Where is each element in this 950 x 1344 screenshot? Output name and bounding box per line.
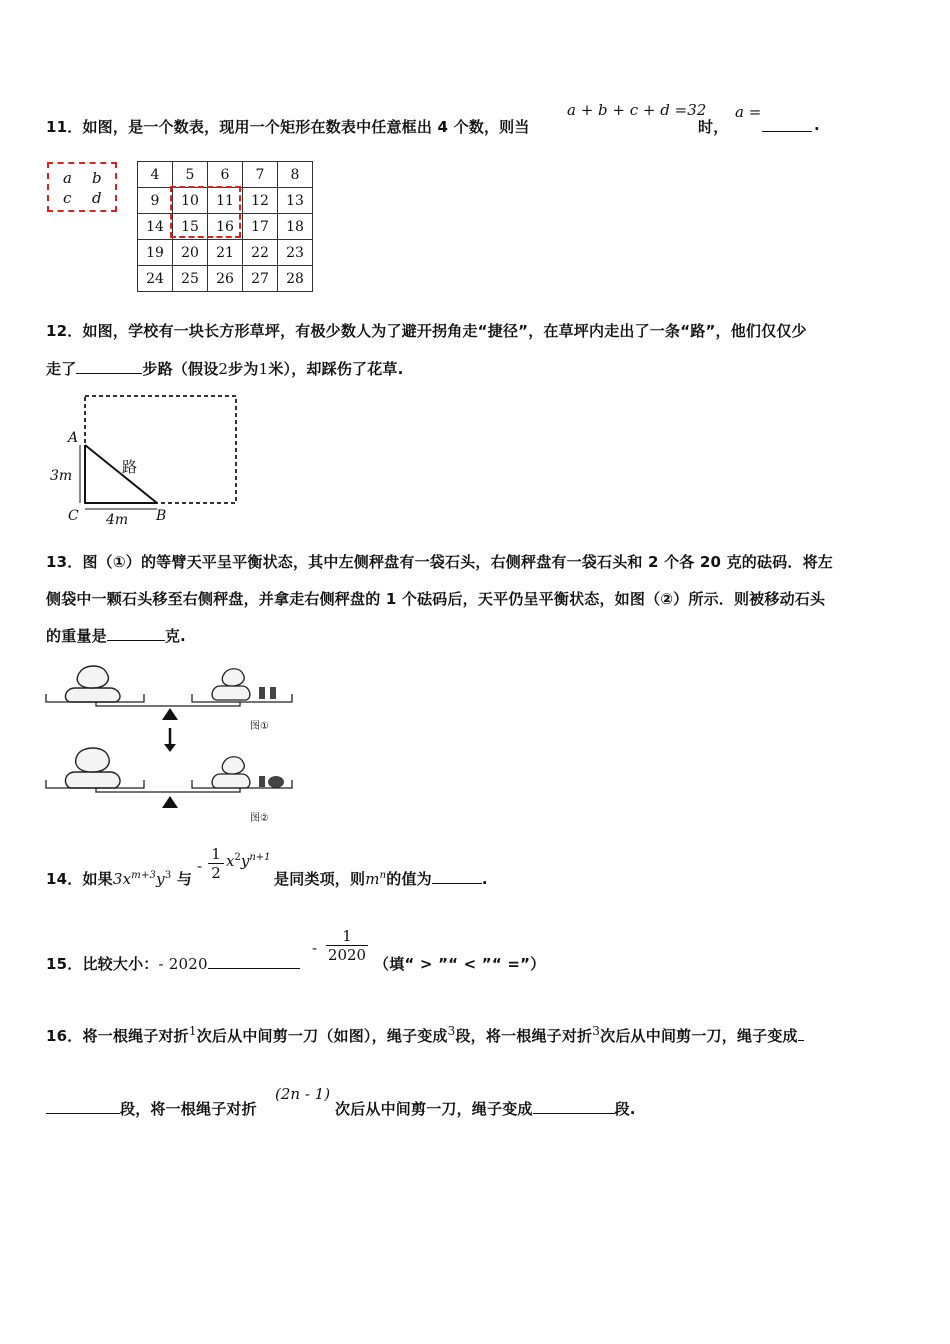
letter-a: a bbox=[63, 169, 72, 187]
table-cell: 20 bbox=[173, 240, 208, 266]
q16-e4: (2n - 1) bbox=[275, 1085, 331, 1103]
q13-text3a: 的重量是 bbox=[46, 627, 107, 645]
letter-c: c bbox=[63, 189, 72, 207]
q14-text-b: 是同类项，则 bbox=[274, 870, 366, 888]
fulcrum-icon bbox=[162, 708, 178, 720]
q14-term1-exp: m+3 bbox=[131, 870, 157, 881]
side-ac-label: 3m bbox=[50, 468, 73, 484]
table-cell: 9 bbox=[138, 188, 173, 214]
table-row bbox=[138, 240, 313, 266]
q11-line bbox=[46, 116, 530, 137]
q12-one: 1 bbox=[258, 360, 269, 378]
road-path bbox=[85, 445, 157, 503]
table-cell: 4 bbox=[138, 162, 173, 188]
q13-number: 13． bbox=[46, 553, 83, 571]
q13-line1 bbox=[46, 551, 833, 572]
q14-term2-y: y bbox=[240, 852, 250, 870]
q15-fraction bbox=[326, 927, 368, 964]
point-a: A bbox=[68, 430, 79, 446]
table-cell: 7 bbox=[243, 162, 278, 188]
q13-text3b: 克. bbox=[164, 627, 186, 645]
right-bag-icon bbox=[212, 686, 250, 700]
table-cell: 6 bbox=[208, 162, 243, 188]
q12-text2c: 步为 bbox=[228, 360, 259, 378]
q15-answer-blank[interactable] bbox=[208, 967, 300, 969]
table-cell: 12 bbox=[243, 188, 278, 214]
q14-term2-yexp: n+1 bbox=[249, 852, 271, 863]
table-cell: 16 bbox=[208, 214, 243, 240]
table-cell: 11 bbox=[208, 188, 243, 214]
table-cell: 22 bbox=[243, 240, 278, 266]
q12-answer-blank[interactable] bbox=[76, 372, 142, 374]
q11-equation: a + b + c + d =32 bbox=[567, 101, 707, 119]
q15-line bbox=[46, 953, 300, 974]
road-label: 路 bbox=[122, 458, 138, 476]
weight-icon bbox=[259, 776, 265, 787]
q16-line2 bbox=[46, 1098, 257, 1119]
q15-minus: - bbox=[312, 939, 318, 957]
table-cell: 19 bbox=[138, 240, 173, 266]
q14-text-a: 如果 bbox=[82, 870, 113, 888]
q12-text1: 如图，学校有一块长方形草坪，有极少数人为了避开拐角走“捷径”，在草坪内走出了一条“路”，他们仅仅少 bbox=[82, 322, 807, 340]
table-cell: 13 bbox=[278, 188, 313, 214]
q16-t6: 次后从中间剪一刀，绳子变成 bbox=[335, 1100, 533, 1118]
q14-answer-blank[interactable] bbox=[432, 882, 482, 884]
q12-line1 bbox=[46, 320, 807, 341]
q14-term1: 3x bbox=[112, 870, 132, 888]
q16-blank-1[interactable] bbox=[46, 1112, 120, 1114]
q15-number: 15． bbox=[46, 955, 83, 973]
abcd-frame bbox=[47, 162, 117, 212]
table-cell: 24 bbox=[138, 266, 173, 292]
q15-frac-den: 2020 bbox=[327, 946, 367, 964]
q14-minus: - bbox=[197, 857, 203, 875]
q12-two: 2 bbox=[218, 360, 229, 378]
side-cb-label: 4m bbox=[106, 512, 129, 528]
q14-number: 14． bbox=[46, 870, 83, 888]
left-bag-icon bbox=[65, 772, 120, 788]
table-cell: 8 bbox=[278, 162, 313, 188]
q15-frac-num: 1 bbox=[342, 927, 352, 945]
table-cell: 23 bbox=[278, 240, 313, 266]
q16-t3: 段，将一根绳子对折 bbox=[455, 1027, 593, 1045]
q14-term2-group bbox=[226, 852, 271, 870]
q14-mn: m bbox=[365, 870, 380, 888]
q16-e3: 3 bbox=[592, 1024, 601, 1038]
table-cell: 10 bbox=[173, 188, 208, 214]
left-bag-top-icon bbox=[77, 666, 108, 688]
q14-mn-exp: n bbox=[379, 870, 387, 881]
balance-figure bbox=[40, 650, 310, 830]
q13-line2: 侧袋中一颗石头移至右侧秤盘，并拿走右侧秤盘的 1 个砝码后，天平仍呈平衡状态，如图（②）所示．则被移动石头 bbox=[46, 590, 826, 608]
stone-icon bbox=[268, 776, 284, 788]
fig2-label: 图② bbox=[250, 813, 269, 824]
lawn-rectangle bbox=[85, 396, 236, 503]
right-bag-icon bbox=[212, 774, 250, 788]
q11-answer-blank[interactable] bbox=[762, 130, 812, 132]
q11-when: 时， bbox=[698, 118, 729, 136]
table-row bbox=[138, 266, 313, 292]
q16-t7: 段. bbox=[614, 1100, 636, 1118]
q15-left: - 2020 bbox=[158, 955, 208, 973]
q12-text2b: 步路（假设 bbox=[142, 360, 219, 378]
table-cell: 27 bbox=[243, 266, 278, 292]
table-cell: 18 bbox=[278, 214, 313, 240]
q14-term2-exp: 2 bbox=[234, 852, 241, 863]
left-bag-icon bbox=[65, 688, 120, 702]
q14-frac-den: 2 bbox=[208, 863, 224, 882]
q14-term1-yexp: 3 bbox=[164, 870, 172, 881]
table-cell: 28 bbox=[278, 266, 313, 292]
balance-2 bbox=[46, 748, 292, 808]
q14-term2: x bbox=[226, 852, 235, 870]
q14-line-b bbox=[274, 868, 488, 889]
table-cell: 5 bbox=[173, 162, 208, 188]
q14-and: 与 bbox=[176, 870, 193, 888]
q13-text1: 图（①）的等臂天平呈平衡状态，其中左侧秤盘有一袋石头，右侧秤盘有一袋石头和 2 个各 20 克的砝码．将左 bbox=[82, 553, 833, 571]
q16-t5: 段，将一根绳子对折 bbox=[120, 1100, 257, 1118]
table-cell: 17 bbox=[243, 214, 278, 240]
q14-line bbox=[46, 868, 192, 889]
q11-end: . bbox=[814, 116, 820, 134]
q11-text: 如图，是一个数表，现用一个矩形在数表中任意框出 4 个数，则当 bbox=[82, 118, 530, 136]
point-b: B bbox=[156, 508, 167, 524]
q16-e2: 3 bbox=[447, 1024, 456, 1038]
q16-line2b bbox=[335, 1098, 636, 1119]
table-cell: 21 bbox=[208, 240, 243, 266]
q14-frac-num: 1 bbox=[211, 845, 221, 863]
table-cell: 25 bbox=[173, 266, 208, 292]
q15-text: 比较大小： bbox=[82, 955, 159, 973]
q16-t4: 次后从中间剪一刀，绳子变成 bbox=[600, 1027, 798, 1045]
table-cell: 15 bbox=[173, 214, 208, 240]
q16-line1 bbox=[46, 1024, 804, 1046]
q12-text2d: 米），却踩伤了花草. bbox=[268, 360, 404, 378]
q14-term1-y: y bbox=[156, 870, 165, 888]
q16-e1: 1 bbox=[188, 1024, 197, 1038]
q11-number: 11． bbox=[46, 118, 83, 136]
q12-number: 12． bbox=[46, 322, 83, 340]
table-cell: 26 bbox=[208, 266, 243, 292]
q16-number: 16． bbox=[46, 1027, 83, 1045]
letter-d: d bbox=[92, 189, 102, 207]
letter-b: b bbox=[92, 169, 102, 187]
q12-text2a: 走了 bbox=[46, 360, 77, 378]
down-arrow-head-icon bbox=[164, 744, 176, 752]
fulcrum-icon bbox=[162, 796, 178, 808]
q13-answer-blank[interactable] bbox=[107, 639, 165, 641]
q16-t1: 将一根绳子对折 bbox=[82, 1027, 189, 1045]
q11-a-equals: a = bbox=[735, 103, 762, 121]
point-c: C bbox=[68, 508, 79, 524]
weight-icon bbox=[259, 687, 265, 699]
balance-1 bbox=[46, 666, 292, 720]
right-bag-top-icon bbox=[222, 757, 244, 774]
q16-blank-2[interactable] bbox=[533, 1112, 615, 1114]
q16-blank-1a[interactable] bbox=[798, 1039, 804, 1041]
q16-t2: 次后从中间剪一刀（如图），绳子变成 bbox=[196, 1027, 448, 1045]
q12-line2 bbox=[46, 358, 404, 379]
table-row bbox=[138, 162, 313, 188]
selection-frame bbox=[170, 186, 241, 238]
q14-end: . bbox=[481, 870, 488, 888]
q14-fraction bbox=[208, 845, 224, 882]
weight-icon bbox=[270, 687, 276, 699]
left-bag-top-icon bbox=[76, 748, 109, 772]
q14-text-c: 的值为 bbox=[386, 870, 432, 888]
table-cell: 14 bbox=[138, 214, 173, 240]
right-bag-top-icon bbox=[222, 669, 244, 686]
q13-line3 bbox=[46, 625, 186, 646]
q15-hint: （填“ > ”“ < ”“ =”） bbox=[374, 955, 546, 973]
fig1-label: 图① bbox=[250, 721, 269, 732]
